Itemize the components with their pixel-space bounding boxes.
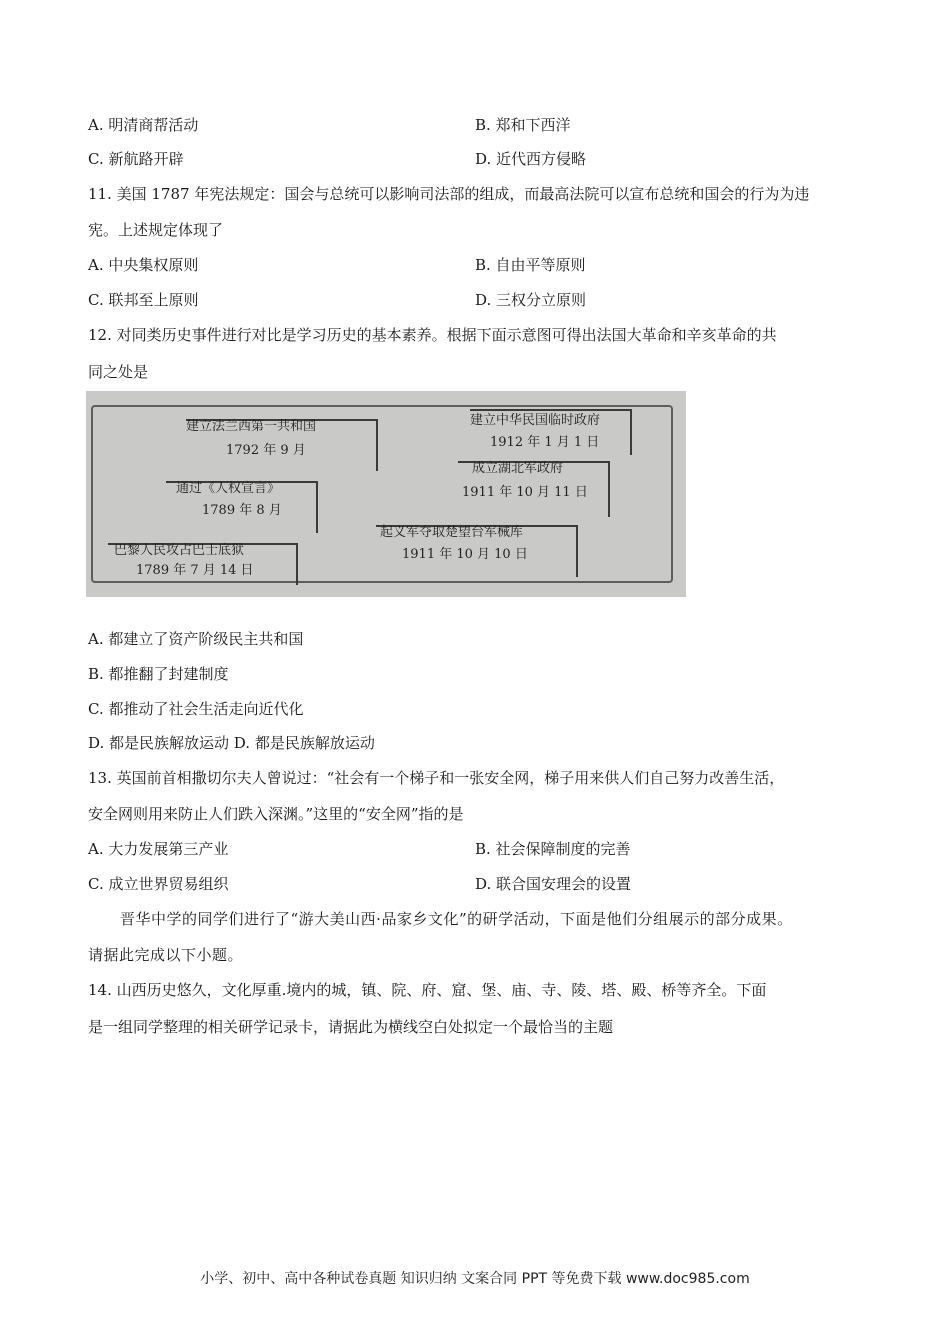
- q11-option-b: B. 自由平等原则: [475, 256, 586, 274]
- q13-option-c: C. 成立世界贸易组织: [88, 875, 229, 893]
- france-step-2: [166, 481, 318, 533]
- q14-stem-line2: 是一组同学整理的相关研学记录卡，请据此为横线空白处拟定一个最恰当的主题: [88, 1018, 614, 1036]
- france-step-2-event: 通过《人权宣言》: [176, 481, 281, 496]
- china-step-2-date: 1911 年 10 月 11 日: [462, 485, 588, 500]
- france-step-3-date: 1792 年 9 月: [226, 443, 306, 458]
- china-step-3-date: 1912 年 1 月 1 日: [490, 435, 600, 450]
- france-step-1-event: 巴黎人民攻占巴士底狱: [114, 543, 245, 558]
- china-step-3: [470, 409, 632, 455]
- q12-option-c: C. 都推动了社会生活走向近代化: [88, 700, 304, 718]
- q11-option-c: C. 联邦至上原则: [88, 291, 199, 309]
- q10-option-a: A. 明清商帮活动: [88, 116, 199, 134]
- china-step-1-event: 起义军夺取楚望台军械库: [380, 525, 524, 540]
- q11-option-a: A. 中央集权原则: [88, 256, 199, 274]
- q12-stem-line1: 12. 对同类历史事件进行对比是学习历史的基本素养。根据下面示意图可得出法国大革命和辛亥革命的共: [88, 326, 777, 344]
- china-step-1: [376, 525, 578, 577]
- france-step-3: [186, 419, 378, 471]
- china-step-2: [458, 461, 610, 517]
- q10-option-c: C. 新航路开辟: [88, 150, 184, 168]
- page-footer: 小学、初中、高中各种试卷真题 知识归纳 文案合同 PPT 等免费下载 www.doc985.com: [200, 1271, 750, 1287]
- q11-stem-line2: 宪。上述规定体现了: [88, 221, 224, 239]
- q12-option-b: B. 都推翻了封建制度: [88, 665, 229, 683]
- china-step-2-event: 成立湖北军政府: [472, 461, 564, 476]
- q13-option-a: A. 大力发展第三产业: [88, 840, 229, 858]
- q13-stem-line2: 安全网则用来防止人们跌入深渊。”这里的“安全网”指的是: [88, 805, 464, 823]
- q10-option-b: B. 郑和下西洋: [475, 116, 571, 134]
- q12-stem-line2: 同之处是: [88, 363, 149, 381]
- q11-stem-line1: 11. 美国 1787 年宪法规定：国会与总统可以影响司法部的组成，而最高法院可以宣布总统和国会的行为为违: [88, 185, 810, 203]
- q10-option-d: D. 近代西方侵略: [475, 150, 587, 168]
- france-step-1-date: 1789 年 7 月 14 日: [136, 563, 254, 578]
- china-step-1-date: 1911 年 10 月 10 日: [402, 547, 528, 562]
- q13-option-b: B. 社会保障制度的完善: [475, 840, 631, 858]
- q13-option-d: D. 联合国安理会的设置: [475, 875, 632, 893]
- intro-line2: 请据此完成以下小题。: [88, 946, 244, 964]
- q12-option-a: A. 都建立了资产阶级民主共和国: [88, 630, 304, 648]
- q14-stem-line1: 14. 山西历史悠久，文化厚重.境内的城，镇、院、府、窟、堡、庙、寺、陵、塔、殿、桥等齐全。下面: [88, 981, 767, 999]
- intro-line1: 晋华中学的同学们进行了“游大美山西·品家乡文化”的研学活动，下面是他们分组展示的部分成果。: [120, 910, 793, 928]
- france-step-3-event: 建立法兰西第一共和国: [186, 419, 317, 434]
- q13-stem-line1: 13. 英国前首相撒切尔夫人曾说过：“社会有一个梯子和一张安全网，梯子用来供人们自己努力改善生活，: [88, 769, 785, 787]
- q12-option-d: D. 都是民族解放运动 D. 都是民族解放运动: [88, 734, 375, 752]
- q11-option-d: D. 三权分立原则: [475, 291, 587, 309]
- china-step-3-event: 建立中华民国临时政府: [470, 413, 601, 428]
- timeline-figure: [86, 391, 686, 597]
- france-step-1: [108, 543, 298, 585]
- france-step-2-date: 1789 年 8 月: [202, 503, 282, 518]
